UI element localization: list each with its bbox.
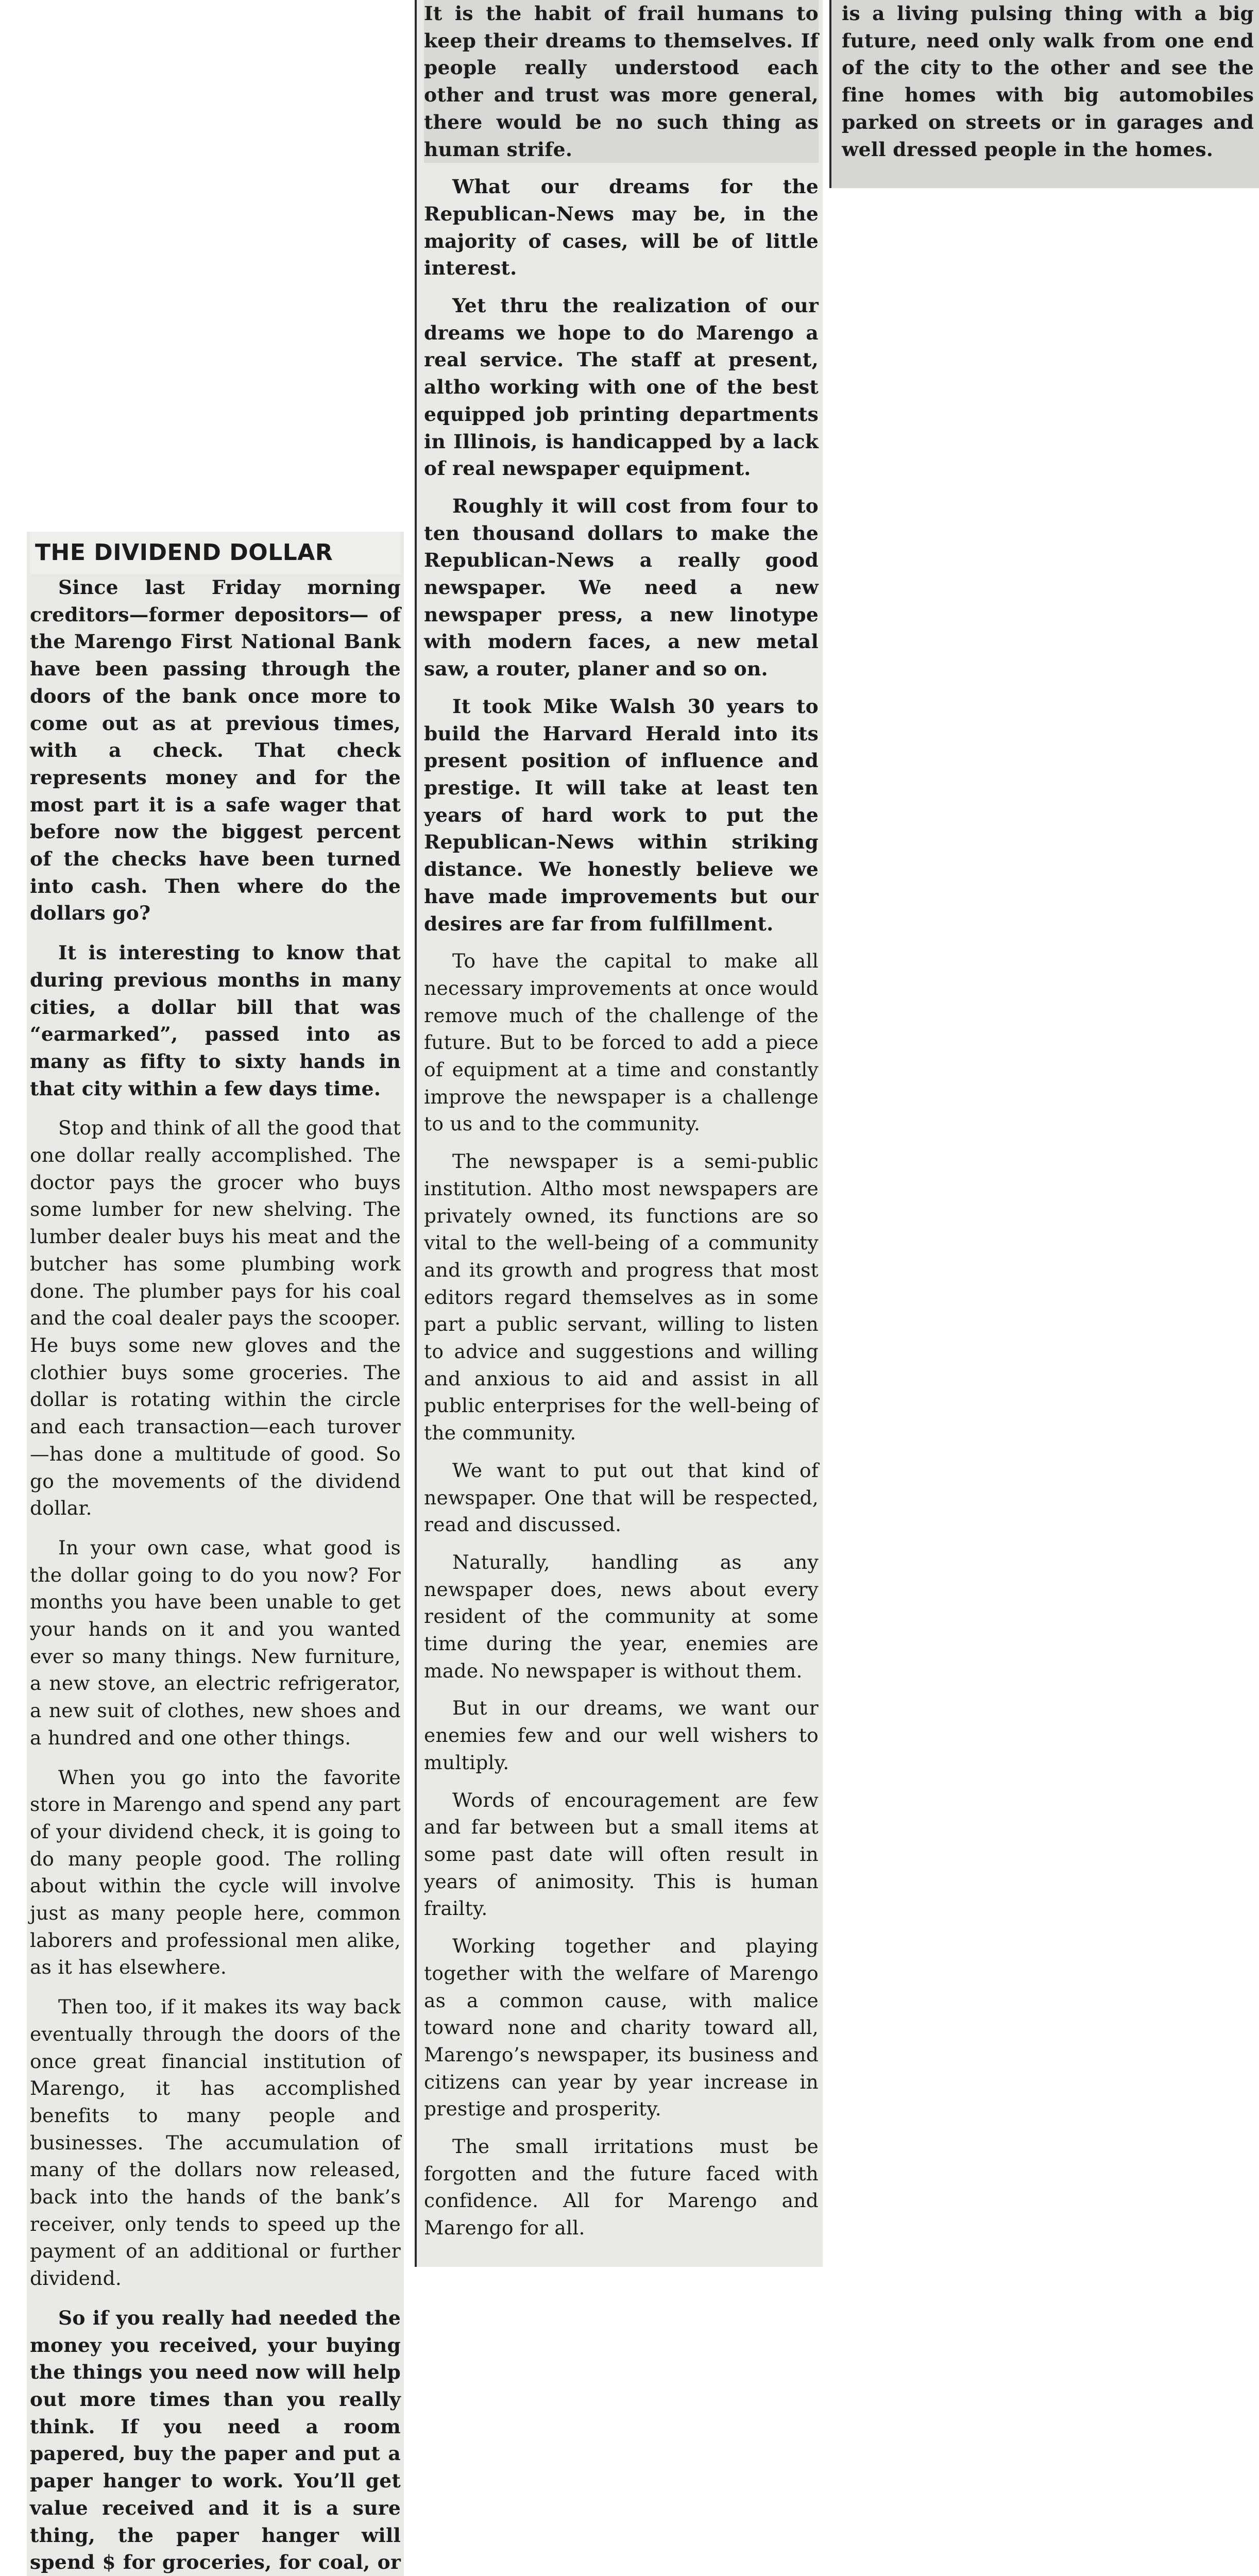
editorial-dividend-dollar [27, 532, 404, 2576]
article-headline: THE DIVIDEND DOLLAR [30, 532, 401, 574]
paragraph: It is interesting to know that during previous months in many cities, a dollar bill that was “earmarked”, passed into as many as fifty to sixty hands in that city within a few days time. [30, 941, 401, 1100]
paragraph: Then too, if it makes its way back eventually through the doors of the once great financial institution of Marengo, it has accomplished benefits to many people and businesses. The accumulation of many of the dollars now released, back into the hands of the bank’s receiver, only tends to speed up the payment of an additional or further dividend. [30, 1995, 401, 2290]
paragraph: What our dreams for the Republican-News may be, in the majority of cases, will be of little interest. [424, 175, 819, 280]
paragraph: The newspaper is a semi-public institution. Altho most newspapers are privately owned, its functions are so vital to the well-being of a community and its growth and progress that most editors regard themselves as in some part a public servant, willing to listen to advice and suggestions and willing and anxious to aid and assist in all public enterprises for the well-being of the community. [424, 1150, 819, 1445]
paragraph: We want to put out that kind of newspaper. One that will be respected, read and discussed. [424, 1459, 819, 1536]
paragraph: The small irritations must be forgotten and the future faced with confidence. All for Marengo and Marengo for all. [424, 2135, 819, 2240]
paragraph: Naturally, handling as any newspaper does, news about every resident of the community at some time during the year, enemies are made. No newspaper is without them. [424, 1550, 819, 1682]
paragraph: Yet thru the realization of our dreams we hope to do Marengo a real service. The staff at present, altho working with one of the best equipped job printing departments in Illinois, is handicapped by a lack of real newspaper equipment. [424, 294, 819, 480]
article-body [30, 574, 401, 2576]
paragraph: Words of encouragement are few and far between but a small items at some past date will often result in years of animosity. This is human frailty. [424, 1788, 819, 1920]
paragraph: So if you really had needed the money you received, your buying the things you need now will help out more times than you really think. If you need a room papered, buy the paper and put a paper hanger to work. You’ll get value received and it is a sure thing, the paper hanger will spend $ for groceries, for coal, or [30, 2306, 401, 2574]
paragraph: When you go into the favorite store in Marengo and spend any part of your dividend check, it is going to do many people good. The rolling about within the cycle will involve just as many people here, common laborers and professional men alike, as it has elsewhere. [30, 1766, 401, 1979]
paragraph: Working together and playing together with the welfare of Marengo as a common cause, with malice toward none and charity toward all, Marengo’s newspaper, its business and citizens can year by year increase in prestige and prosperity. [424, 1935, 819, 2121]
paragraph: To have the capital to make all necessary improvements at once would remove much of the challenge of the future. But to be forced to add a piece of equipment at a time and constantly improve the newspaper is a challenge to us and to the community. [424, 950, 819, 1136]
editorial-continuation [829, 0, 1259, 188]
editorial-newspaper-dreams [415, 0, 823, 2267]
paragraph: It took Mike Walsh 30 years to build the Harvard Herald into its present position of influence and prestige. It will take at least ten years of hard work to put the Republican-News within striking distance. We honestly believe we have made improvements but our desires are far from fulfillment. [424, 694, 819, 935]
paragraph: Stop and think of all the good that one dollar really accomplished. The doctor pays the grocer who buys some lumber for new shelving. The lumber dealer buys his meat and the butcher has some plumbing work done. The plumber pays for his coal and the coal dealer pays the scooper. He buys some new gloves and the clothier buys some groceries. The dollar is rotating within the circle and each transaction—each turover—has done a multitude of good. So go the movements of the dividend dollar. [30, 1116, 401, 1520]
paragraph: is a living pulsing thing with a big future, need only walk from one end of the city to the other and see the fine homes with big automobiles parked on streets or in garages and well dressed people in the homes. [842, 2, 1254, 161]
paragraph: Roughly it will cost from four to ten thousand dollars to make the Republican-News a really good newspaper. We need a new newspaper press, a new linotype with modern faces, a new metal saw, a router, planer and so on. [424, 494, 819, 681]
paragraph: Since last Friday morning creditors—former depositors— of the Marengo First National Bank have been passing through the doors of the bank once more to come out as at previous times, with a check. That check represents money and for the most part it is a safe wager that before now the biggest percent of the checks have been turned into cash. Then where do the dollars go? [30, 576, 401, 925]
paragraph: It is the habit of frail humans to keep their dreams to themselves. If people really understood each other and trust was more general, there would be no such thing as human strife. [424, 0, 819, 163]
paragraph: In your own case, what good is the dollar going to do you now? For months you have been unable to get your hands on it and you wanted ever so many things. New furniture, a new stove, an electric refrigerator, a new suit of clothes, new shoes and a hundred and one other things. [30, 1536, 401, 1749]
paragraph: But in our dreams, we want our enemies few and our well wishers to multiply. [424, 1697, 819, 1774]
